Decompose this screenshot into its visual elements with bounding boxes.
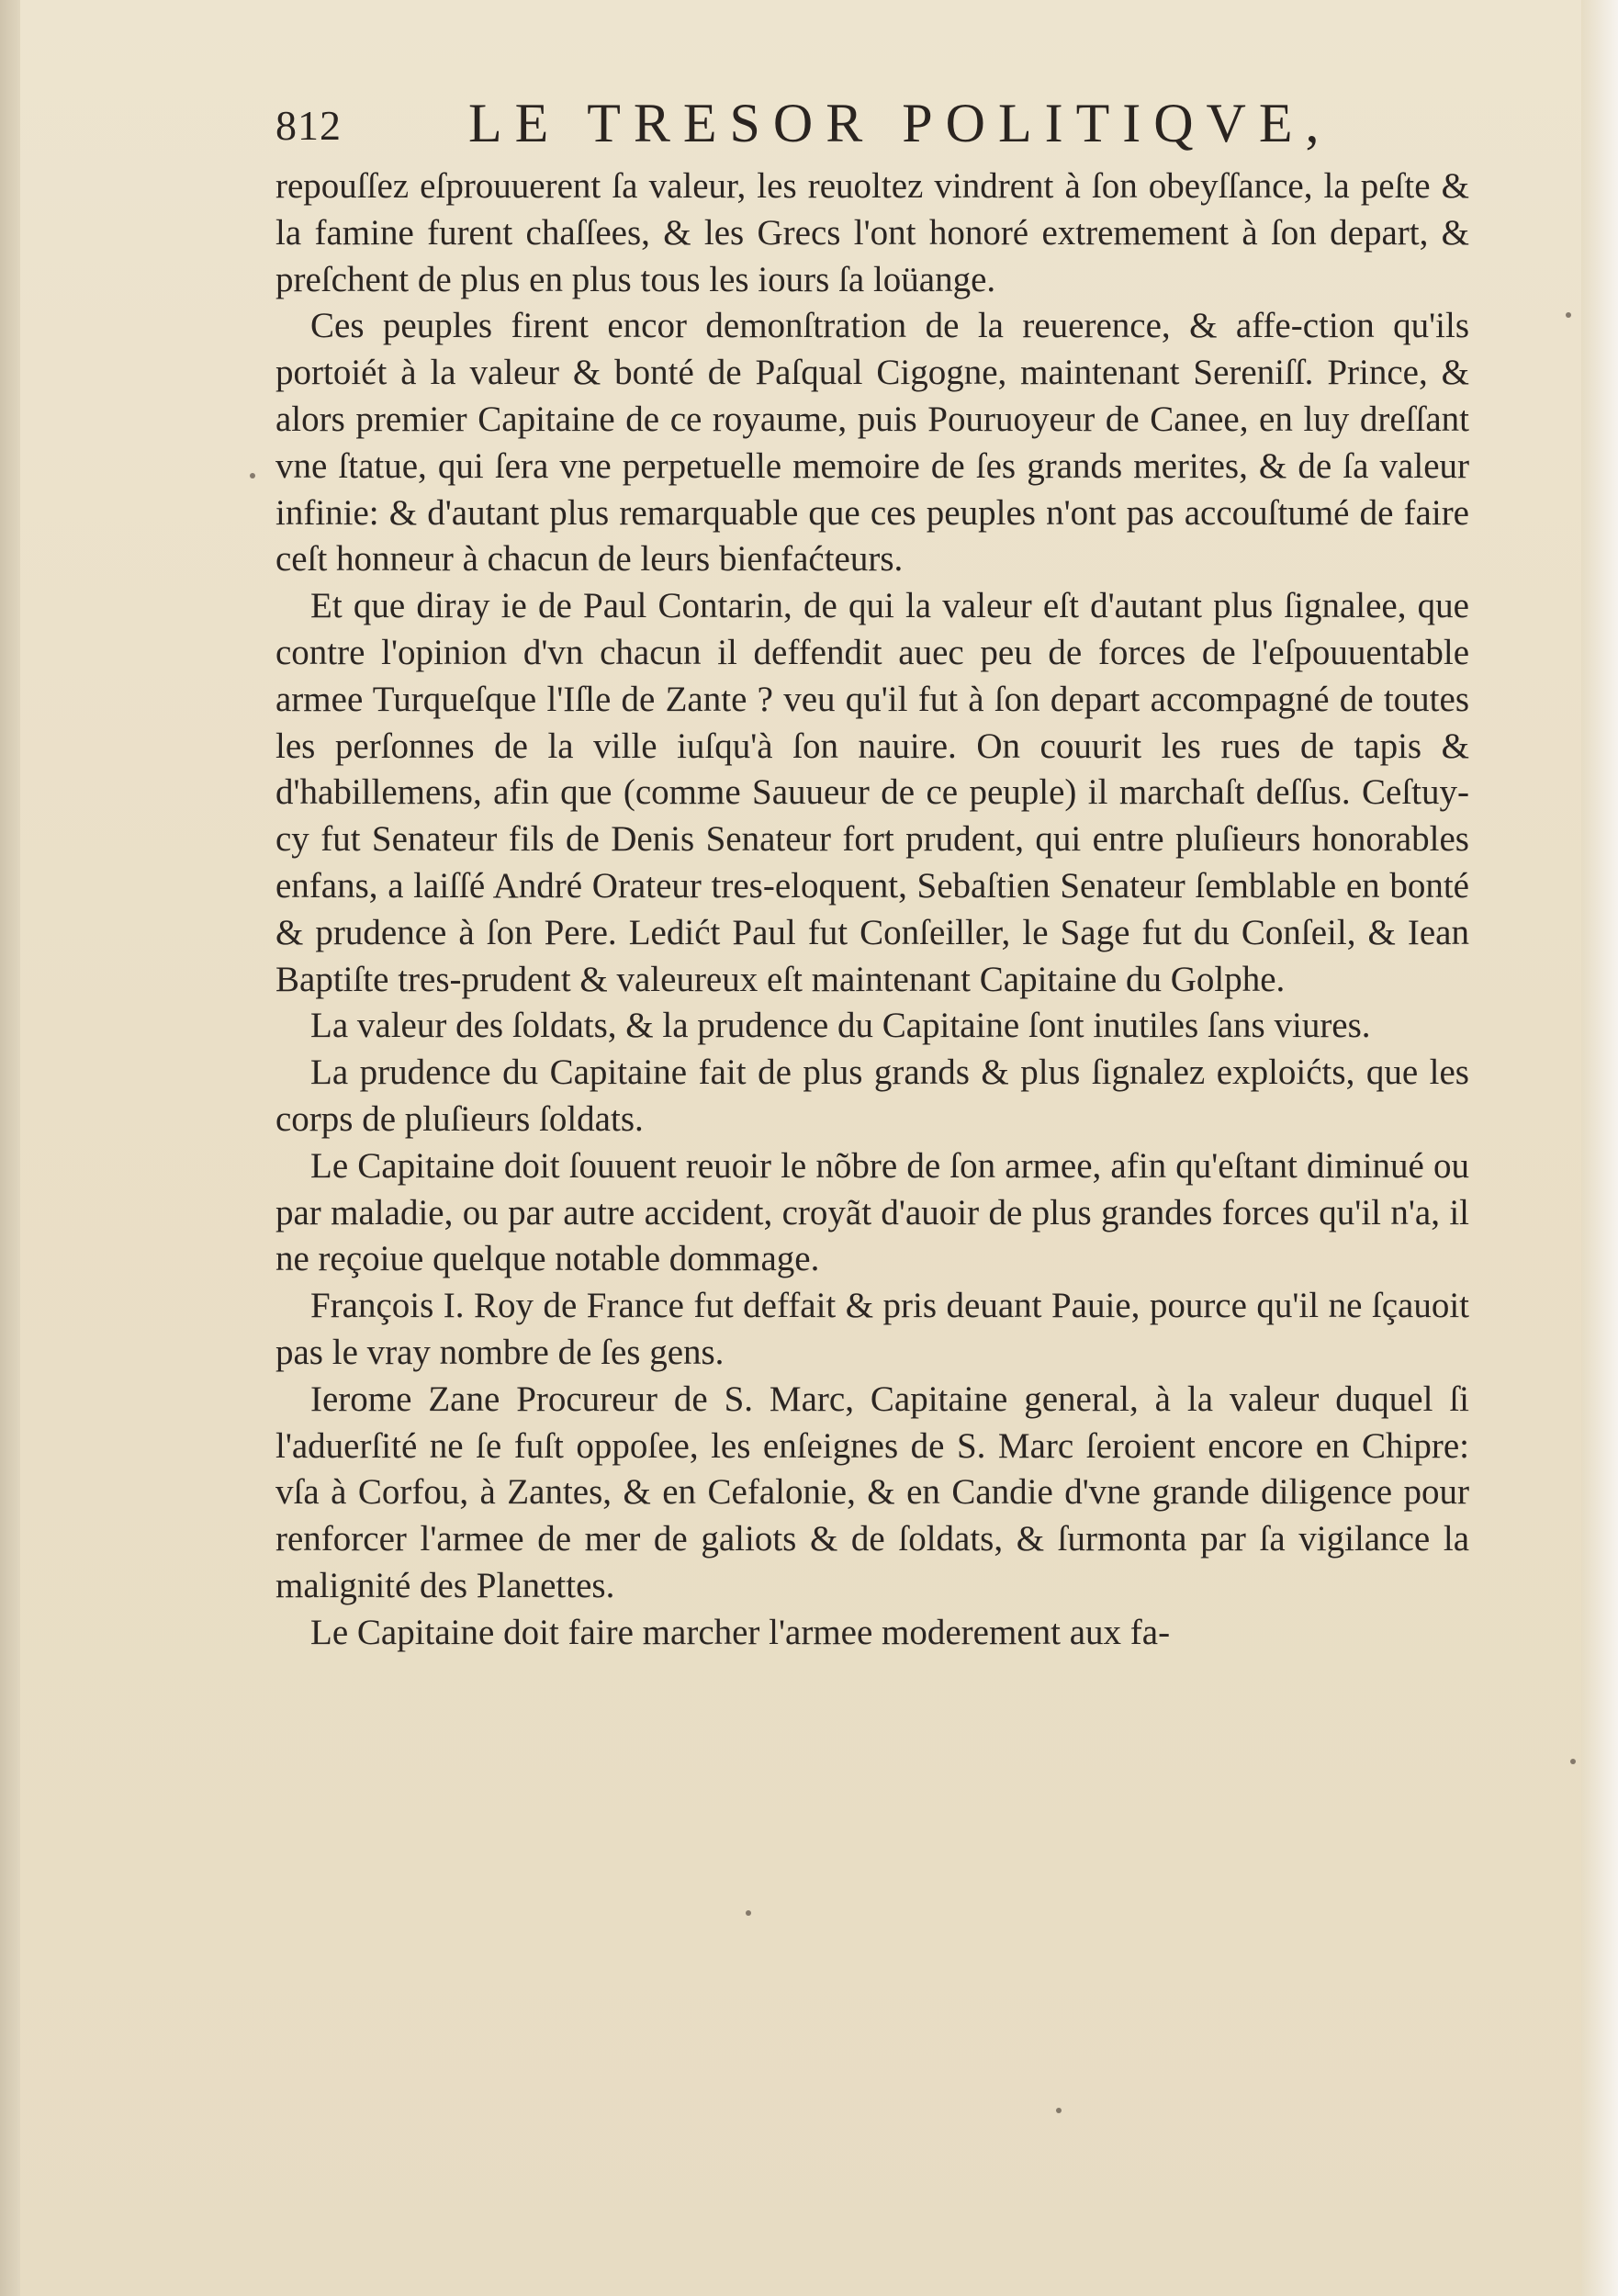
page-number: 812 [275, 102, 342, 149]
paragraph-maxim-prudence: La prudence du Capitaine fait de plus grands & plus ſignalez exploićts, que les corps de pluſieurs ſoldats. [275, 1052, 1469, 1139]
ink-speck [1056, 2108, 1062, 2113]
running-head [275, 92, 1469, 156]
paragraph-maxim-valeur: La valeur des ſoldats, & la prudence du Capitaine ſont inutiles ſans viures. [310, 1006, 1371, 1046]
ink-speck [1570, 1759, 1576, 1764]
paragraph-continuation: repouſſez eſprouuerent ſa valeur, les reuoltez vindrent à ſon obeyſſance, la peſte & la famine furent chaſſees, & les Grecs l'ont honoré extremement à ſon depart, & preſchent de plus en plus tous les iours ſa loüange. [275, 166, 1469, 299]
paragraph-maxim-nombre: Le Capitaine doit ſouuent reuoir le nõbre de ſon armee, afin qu'eſtant diminué ou par maladie, ou par autre accident, croyãt d'auoir de plus grandes forces qu'il n'a, il ne reçoiue quelque notable dommage. [275, 1145, 1469, 1279]
ink-speck [1566, 312, 1571, 318]
paragraph-francois: François I. Roy de France fut deffait & pris deuant Pauie, pource qu'il ne ſçauoit pas le vray nombre de ſes gens. [275, 1286, 1469, 1372]
body-text [275, 163, 1469, 1657]
ink-speck [250, 473, 255, 478]
running-title: LE TRESOR POLITIQVE, [468, 93, 1332, 153]
paragraph-zane: Ierome Zane Procureur de S. Marc, Capitaine general, à la valeur duquel ſi l'aduerſité ne ſe fuſt oppoſee, les enſeignes de S. Marc ſeroient encore en Chipre: vſa à Corfou, à Zantes, & en Cefalonie, & en Candie d'vne grande diligence pour renforcer l'armee de mer de galiots & de ſoldats, & ſurmonta par ſa vigilance la malignité des Planettes. [275, 1379, 1469, 1605]
ink-speck [746, 1910, 751, 1916]
paragraph-marcher: Le Capitaine doit faire marcher l'armee moderement aux fa- [310, 1612, 1171, 1652]
paragraph-cigogne: Ces peuples firent encor demonſtration de la reuerence, & affe-ction qu'ils portoiét à la valeur & bonté de Paſqual Cigogne, maintenant Sereniſſ. Prince, & alors premier Capitaine de ce royaume, puis Pouruoyeur de Canee, en luy dreſſant vne ſtatue, qui ſera vne perpetuelle memoire de ſes grands merites, & de ſa valeur infinie: & d'autant plus remarquable que ces peuples n'ont pas accouſtumé de faire ceſt honneur à chacun de leurs bienfaćteurs. [275, 306, 1469, 580]
page-gutter-shadow [0, 0, 20, 2296]
page-right-margin [1581, 0, 1618, 2296]
paragraph-contarin: Et que diray ie de Paul Contarin, de qui la valeur eſt d'autant plus ſignalee, que contre l'opinion d'vn chacun il deffendit auec peu de forces de l'eſpouuentable armee Turqueſque l'Iſle de Zante ? veu qu'il fut à ſon depart accompagné de toutes les perſonnes de la ville iuſqu'à ſon nauire. On couurit les rues de tapis & d'habillemens, afin que (comme Sauueur de ce peuple) il marchaſt deſſus. Ceſtuy-cy fut Senateur fils de Denis Senateur fort prudent, qui entre pluſieurs honorables enfans, a laiſſé André Orateur tres-eloquent, Sebaſtien Senateur ſemblable en bonté & prudence à ſon Pere. Ledićt Paul fut Conſeiller, le Sage fut du Conſeil, & Iean Baptiſte tres-prudent & valeureux eſt maintenant Capitaine du Golphe. [275, 586, 1469, 999]
